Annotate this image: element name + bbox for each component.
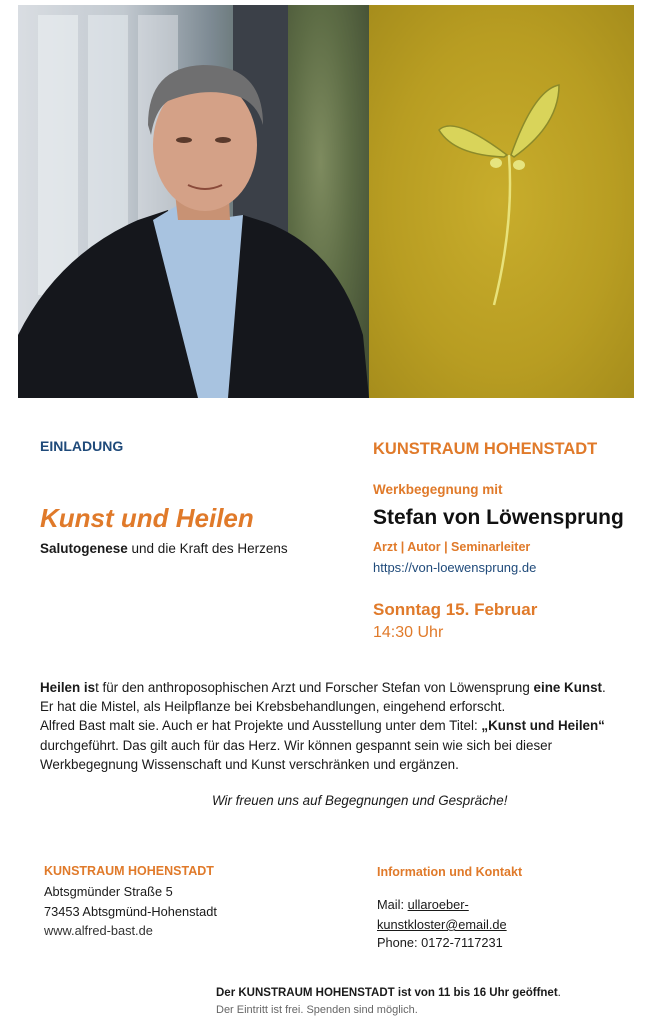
event-date: Sonntag 15. Februar: [373, 600, 538, 619]
description-bold-title: „Kunst und Heilen“: [481, 718, 605, 734]
description-bold-kunst: eine Kunst: [533, 680, 602, 695]
portrait-photo: [18, 5, 369, 398]
speaker-name: Stefan von Löwensprung: [373, 506, 624, 529]
venue-heading: KUNSTRAUM HOHENSTADT: [373, 440, 598, 458]
mistletoe-painting: [369, 5, 634, 398]
hours-text: geöffnet: [509, 987, 558, 999]
description-line-1: [40, 678, 640, 697]
opening-hours: [216, 987, 561, 999]
mail-link[interactable]: ullaroeber-: [407, 897, 469, 912]
closing-line: Wir freuen uns auf Begegnungen und Gespräche!: [212, 793, 508, 808]
subtitle-rest: und die Kraft des Herzens: [127, 541, 288, 556]
invitation-label: EINLADUNG: [40, 438, 124, 454]
description-text: .: [601, 680, 606, 695]
description-bold-heilen: Heilen is: [40, 680, 96, 695]
speaker-website-link[interactable]: https://von-loewensprung.de: [373, 560, 537, 575]
hours-text: Der: [216, 987, 239, 999]
footer-venue-heading: KUNSTRAUM HOHENSTADT: [44, 864, 214, 878]
encounter-label: Werkbegegnung mit: [373, 482, 503, 497]
event-description: [40, 678, 640, 774]
hours-range: 11 bis 16 Uhr: [438, 987, 510, 999]
description-line-4: durchgeführt. Das gilt auch für das Herz. Wir können gespannt sein wie sich bei dieser: [40, 737, 553, 753]
mail-link-continued[interactable]: kunstkloster@email.de: [377, 917, 507, 932]
event-title: Kunst und Heilen: [40, 503, 254, 533]
mail-label: Mail:: [377, 897, 408, 912]
footer-city: 73453 Abtsgmünd-Hohenstadt: [44, 904, 217, 919]
hours-text: ist von: [394, 987, 439, 999]
contact-mail: [377, 897, 469, 912]
footer-website-link[interactable]: www.alfred-bast.de: [44, 923, 153, 938]
subtitle-bold: Salutogenese: [40, 541, 128, 556]
description-line-3: [40, 716, 640, 735]
contact-phone: Phone: 0172-7117231: [377, 935, 503, 950]
speaker-roles: Arzt | Autor | Seminarleiter: [373, 540, 531, 554]
description-line-2: Er hat die Mistel, als Heilpflanze bei Krebsbehandlungen, eingehend erforscht.: [40, 699, 506, 715]
description-text: Alfred Bast malt sie. Auch er hat Projekte und Ausstellung unter dem Titel:: [40, 718, 482, 734]
description-line-5: Werkbegegnung Wissenschaft und Kunst verschränken und ergänzen.: [40, 756, 459, 772]
entry-note: Der Eintritt ist frei. Spenden sind möglich.: [216, 1004, 418, 1016]
hours-venue: KUNSTRAUM HOHENSTADT: [238, 987, 395, 999]
event-time: 14:30 Uhr: [373, 624, 444, 641]
contact-heading: Information und Kontakt: [377, 865, 523, 879]
hours-text: .: [557, 987, 561, 999]
footer-street: Abtsgmünder Straße 5: [44, 884, 173, 899]
event-subtitle: [40, 541, 288, 556]
description-text: t für den anthroposophischen Arzt und Forscher Stefan von Löwensprung: [95, 680, 534, 695]
